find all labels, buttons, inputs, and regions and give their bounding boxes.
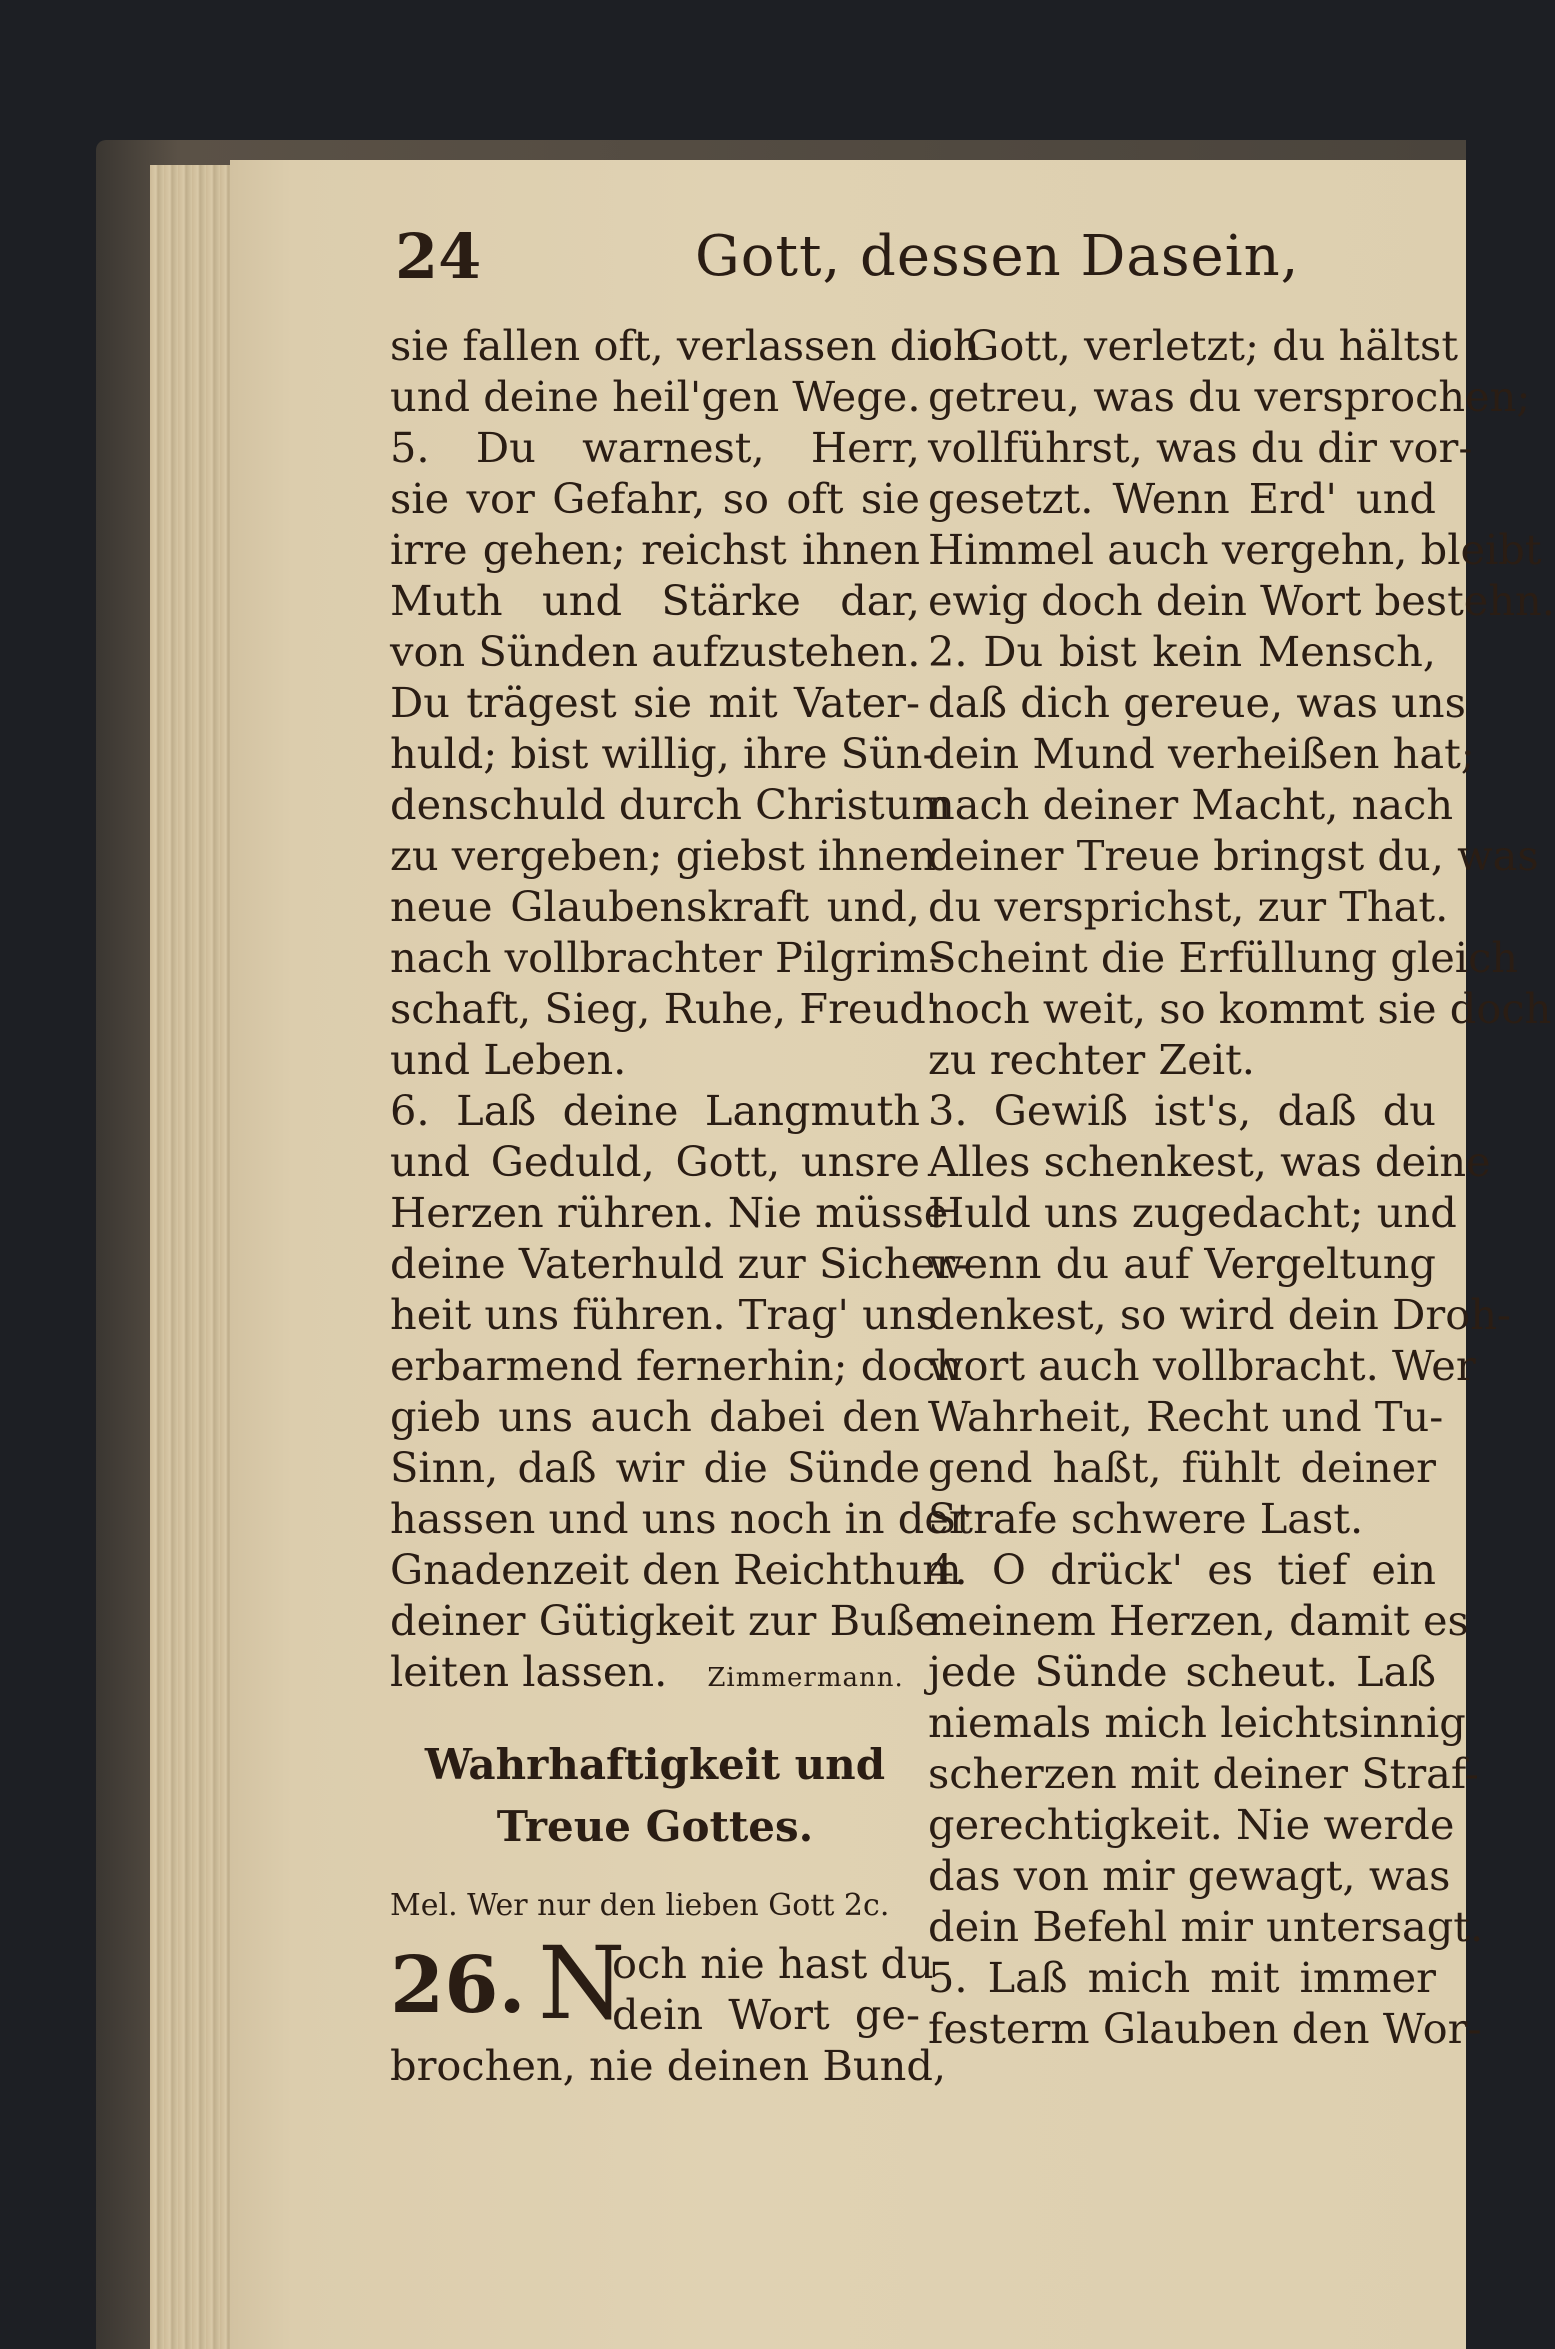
text-line: och nie hast du — [612, 1939, 934, 1988]
text-line: Scheint die Erfüllung gleich — [928, 933, 1519, 982]
text-line: schaft, Sieg, Ruhe, Freud' — [390, 984, 938, 1033]
text-line: sie vor Gefahr, so oft sie — [390, 474, 920, 523]
book-page — [230, 160, 1555, 2349]
text-line: 2. Du bist kein Mensch, — [928, 627, 1436, 676]
text-line: und Leben. — [390, 1035, 627, 1084]
text-line: 3. Gewiß ist's, daß du — [928, 1086, 1436, 1135]
left-column — [390, 320, 980, 2091]
text-line: brochen, nie deinen Bund, — [390, 2041, 947, 2090]
text-line: getreu, was du versprochen; — [928, 372, 1531, 421]
text-line: zu rechter Zeit. — [928, 1035, 1255, 1084]
text-line: denschuld durch Christum — [390, 780, 951, 829]
text-line: meinem Herzen, damit es — [928, 1596, 1469, 1645]
heading-gap — [390, 1704, 920, 1734]
hymn-number: 26. — [390, 1940, 526, 2031]
text-line — [390, 1646, 920, 1704]
text-line: Gnadenzeit den Reichthum — [390, 1545, 962, 1594]
text-line: o Gott, verletzt; du hältst — [928, 321, 1458, 370]
right-column — [928, 320, 1555, 2054]
text-line: 5. Du warnest, Herr, — [390, 423, 920, 472]
hymn-heading: Wahrhaftigkeit und — [424, 1740, 886, 1789]
text-line: Herzen rühren. Nie müsse — [390, 1188, 949, 1237]
text-line: Alles schenkest, was deine — [928, 1137, 1491, 1186]
text-line: Du trägest sie mit Vater- — [390, 678, 920, 727]
page-header — [395, 220, 1386, 330]
page-number: 24 — [395, 220, 482, 293]
text-line: Himmel auch vergehn, bleibt — [928, 525, 1542, 574]
drop-cap: N — [538, 1925, 626, 2042]
text-line: Muth und Stärke dar, — [390, 576, 920, 625]
text-line: irre gehen; reichst ihnen — [390, 525, 920, 574]
hymn-heading: Treue Gottes. — [496, 1802, 814, 1851]
text-line: sie fallen oft, verlassen dich — [390, 321, 980, 370]
text-line: ewig doch dein Wort bestehn. — [928, 576, 1555, 625]
melody-line: Mel. Wer nur den lieben Gott 2c. — [390, 1888, 890, 1923]
last-line: leiten lassen. — [390, 1647, 668, 1696]
text-line: du versprichst, zur That. — [928, 882, 1449, 931]
text-line: nach vollbrachter Pilgrim- — [390, 933, 943, 982]
text-line: Sinn, daß wir die Sünde — [390, 1443, 920, 1492]
text-line: und Geduld, Gott, unsre — [390, 1137, 920, 1186]
text-line: deiner Treue bringst du, was — [928, 831, 1539, 880]
text-line: dein Mund verheißen hat; — [928, 729, 1475, 778]
text-line: gieb uns auch dabei den — [390, 1392, 920, 1441]
text-line: dein Befehl mir untersagt. — [928, 1902, 1484, 1951]
text-line: heit uns führen. Trag' uns — [390, 1290, 937, 1339]
text-line: neue Glaubenskraft und, — [390, 882, 920, 931]
text-line: nach deiner Macht, nach — [928, 780, 1454, 829]
text-line: gerechtigkeit. Nie werde — [928, 1800, 1455, 1849]
text-line: daß dich gereue, was uns — [928, 678, 1466, 727]
text-line: denkest, so wird dein Droh- — [928, 1290, 1511, 1339]
text-line: jede Sünde scheut. Laß — [928, 1647, 1436, 1696]
text-line: das von mir gewagt, was — [928, 1851, 1451, 1900]
text-line: Huld uns zugedacht; und — [928, 1188, 1457, 1237]
text-line: deine Vaterhuld zur Sicher- — [390, 1239, 970, 1288]
text-line: wenn du auf Vergeltung — [928, 1239, 1436, 1288]
text-line: noch weit, so kommt sie doch — [928, 984, 1552, 1033]
text-line: wort auch vollbracht. Wer — [928, 1341, 1476, 1390]
text-line: Strafe schwere Last. — [928, 1494, 1364, 1543]
text-line: erbarmend fernerhin; doch — [390, 1341, 963, 1390]
text-line: hassen und uns noch in der — [390, 1494, 969, 1543]
text-line: dein Wort ge- — [612, 1990, 920, 2039]
text-line: zu vergeben; giebst ihnen — [390, 831, 936, 880]
hymn-start — [390, 1925, 934, 2042]
running-title: Gott, dessen Dasein, — [695, 224, 1300, 289]
text-line: niemals mich leichtsinnig — [928, 1698, 1466, 1747]
text-line: 4. O drück' es tief ein — [928, 1545, 1436, 1594]
text-line: Wahrheit, Recht und Tu- — [928, 1392, 1444, 1441]
text-line: gend haßt, fühlt deiner — [928, 1443, 1436, 1492]
author-name: Zimmermann. — [707, 1663, 904, 1693]
text-line: scherzen mit deiner Straf- — [928, 1749, 1479, 1798]
text-line: deiner Gütigkeit zur Buße — [390, 1596, 940, 1645]
text-line: gesetzt. Wenn Erd' und — [928, 474, 1436, 523]
text-line: von Sünden aufzustehen. — [390, 627, 921, 676]
text-line: und deine heil'gen Wege. — [390, 372, 921, 421]
text-line: 6. Laß deine Langmuth — [390, 1086, 920, 1135]
text-line: vollführst, was du dir vor- — [928, 423, 1473, 472]
left-column-text — [390, 320, 980, 1646]
text-line: festerm Glauben den Wor- — [928, 2004, 1482, 2053]
text-line: 5. Laß mich mit immer — [928, 1953, 1436, 2002]
text-line: huld; bist willig, ihre Sün- — [390, 729, 937, 778]
